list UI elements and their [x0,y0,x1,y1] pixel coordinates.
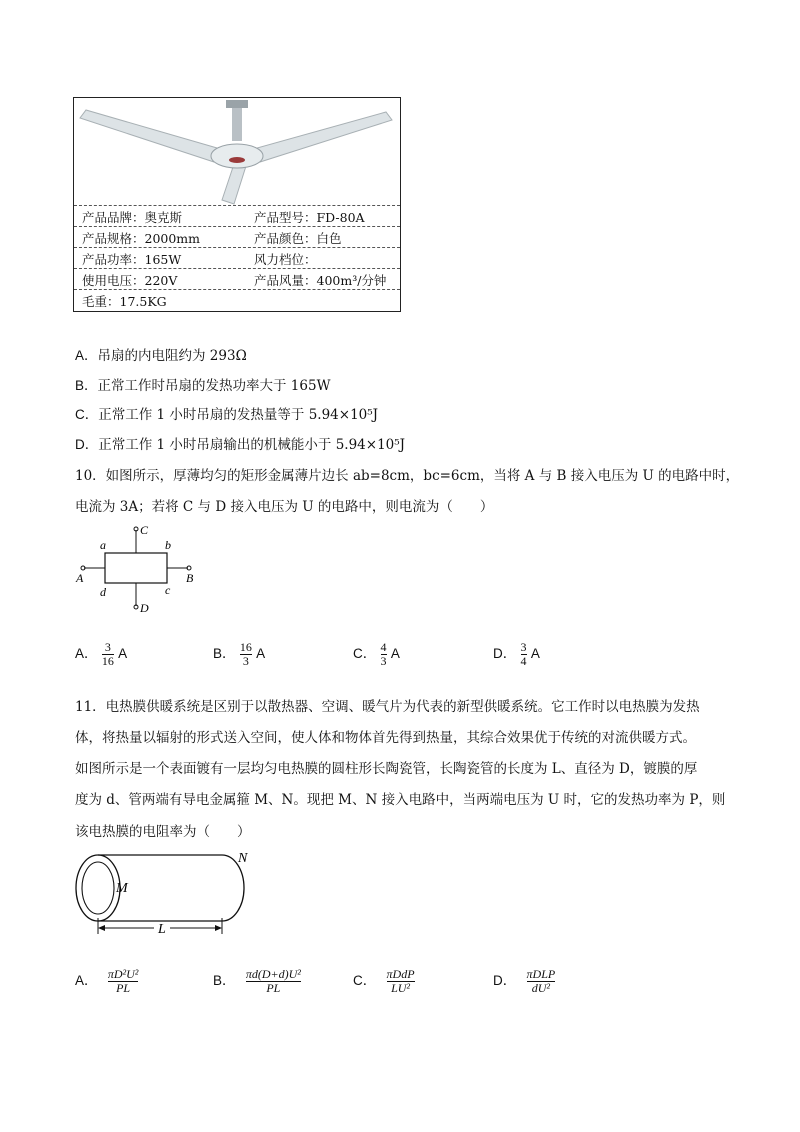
q10-option-c[interactable] [353,641,400,668]
denominator: PL [116,981,131,995]
option-letter: D． [493,646,517,661]
q10-stem-line1: 10．如图所示，厚薄均匀的矩形金属薄片边长 ab=8cm，bc=6cm，当将 A 与 B 接入电压为 U 的电路中时， [75,468,740,484]
spec-power: 产品功率：165W [82,252,182,267]
denominator: 4 [520,654,527,668]
numerator: 3 [520,640,527,654]
label-d: d [100,585,106,599]
numerator: 16 [239,640,252,654]
numerator: πDLP [526,967,556,981]
q11-stem-line2: 体，将热量以辐射的形式送入空间，使人体和物体首先得到热量，其综合效果优于传统的对流供暖方式。 [75,730,696,746]
ceiling-fan-image [74,98,399,208]
unit: A [530,646,540,661]
q10-rectangle-diagram [72,520,202,615]
label-B: B [186,571,194,585]
q11-stem-line4: 度为 d、管两端有导电金属箍 M、N。现把 M、N 接入电路中，当两端电压为 U 时，它的发热功率为 P，则 [75,792,726,808]
unit: A [390,646,400,661]
spec-row [74,247,400,268]
q11-stem-line5: 该电热膜的电阻率为（ ） [75,824,251,840]
q11-tube-diagram [72,846,272,938]
label-D: D [140,601,149,615]
option-letter: C． [353,646,377,661]
spec-row [74,268,400,289]
option-text: 正常工作 1 小时吊扇的发热量等于 5.94×10⁵J [98,407,379,423]
fraction [246,968,301,995]
option-letter: D． [75,437,99,452]
spec-wind-level: 风力档位： [254,252,317,267]
q10-option-b[interactable] [213,641,265,668]
label-b: b [165,538,171,552]
q11-option-c[interactable] [353,968,415,995]
spec-airflow: 产品风量：400m³/分钟 [254,273,387,288]
option-letter: A． [75,646,98,661]
spec-row [74,205,400,226]
label-C: C [140,523,149,537]
spec-model: 产品型号：FD-80A [254,210,365,225]
fraction [102,641,114,668]
option-letter: A． [75,973,98,988]
q10-option-a[interactable] [75,641,127,668]
q11-option-a[interactable] [75,968,138,995]
spec-color: 产品颜色：白色 [254,231,342,246]
option-text: 吊扇的内电阻约为 293Ω [97,348,247,364]
numerator: πd(D+d)U² [245,967,301,981]
q9-option-d[interactable] [75,433,405,453]
fraction [108,968,139,995]
q11-option-b[interactable] [213,968,301,995]
option-letter: B． [213,973,236,988]
option-letter: D． [493,973,517,988]
label-L: L [158,922,166,937]
denominator: 3 [242,654,249,668]
option-letter: C． [75,407,99,422]
q9-option-c[interactable] [75,403,378,423]
q9-option-a[interactable] [75,344,247,364]
denominator: dU² [531,981,551,995]
label-M: M [116,881,128,896]
denominator: 3 [380,654,387,668]
fan-spec-figure [73,97,401,312]
q10-option-d[interactable] [493,641,540,668]
spec-row [74,289,400,310]
option-letter: C． [353,973,377,988]
spec-size: 产品规格：2000mm [82,231,201,246]
fraction [527,968,556,995]
fraction [240,641,252,668]
option-text: 正常工作 1 小时吊扇输出的机械能小于 5.94×10⁵J [98,437,406,453]
numerator: πDdP [386,967,415,981]
fraction [521,641,527,668]
unit: A [256,646,266,661]
denominator: LU² [391,981,411,995]
denominator: 16 [101,654,114,668]
label-a: a [100,538,106,552]
q9-option-b[interactable] [75,374,330,394]
numerator: πD²U² [107,967,139,981]
option-letter: B． [213,646,236,661]
q10-stem-line2: 电流为 3A；若将 C 与 D 接入电压为 U 的电路中，则电流为（ ） [75,499,494,515]
spec-row [74,226,400,247]
q11-option-d[interactable] [493,968,555,995]
label-c: c [165,583,171,597]
option-text: 正常工作时吊扇的发热功率大于 165W [97,378,331,394]
denominator: PL [266,981,281,995]
option-letter: A． [75,348,98,363]
label-N: N [238,851,248,866]
option-letter: B． [75,378,98,393]
numerator: 4 [380,640,387,654]
q11-stem-line3: 如图所示是一个表面镀有一层均匀电热膜的圆柱形长陶瓷管，长陶瓷管的长度为 L、直径为 D，镀膜的厚 [75,761,698,777]
q11-stem-line1: 11．电热膜供暖系统是区别于以散热器、空调、暖气片为代表的新型供暖系统。它工作时以电热膜为发热 [75,699,700,715]
fraction [381,641,387,668]
numerator: 3 [104,640,111,654]
unit: A [118,646,128,661]
spec-voltage: 使用电压：220V [82,273,178,288]
spec-weight: 毛重：17.5KG [82,294,167,309]
label-A: A [76,571,84,585]
spec-brand: 产品品牌：奥克斯 [82,210,183,225]
fraction [387,968,415,995]
